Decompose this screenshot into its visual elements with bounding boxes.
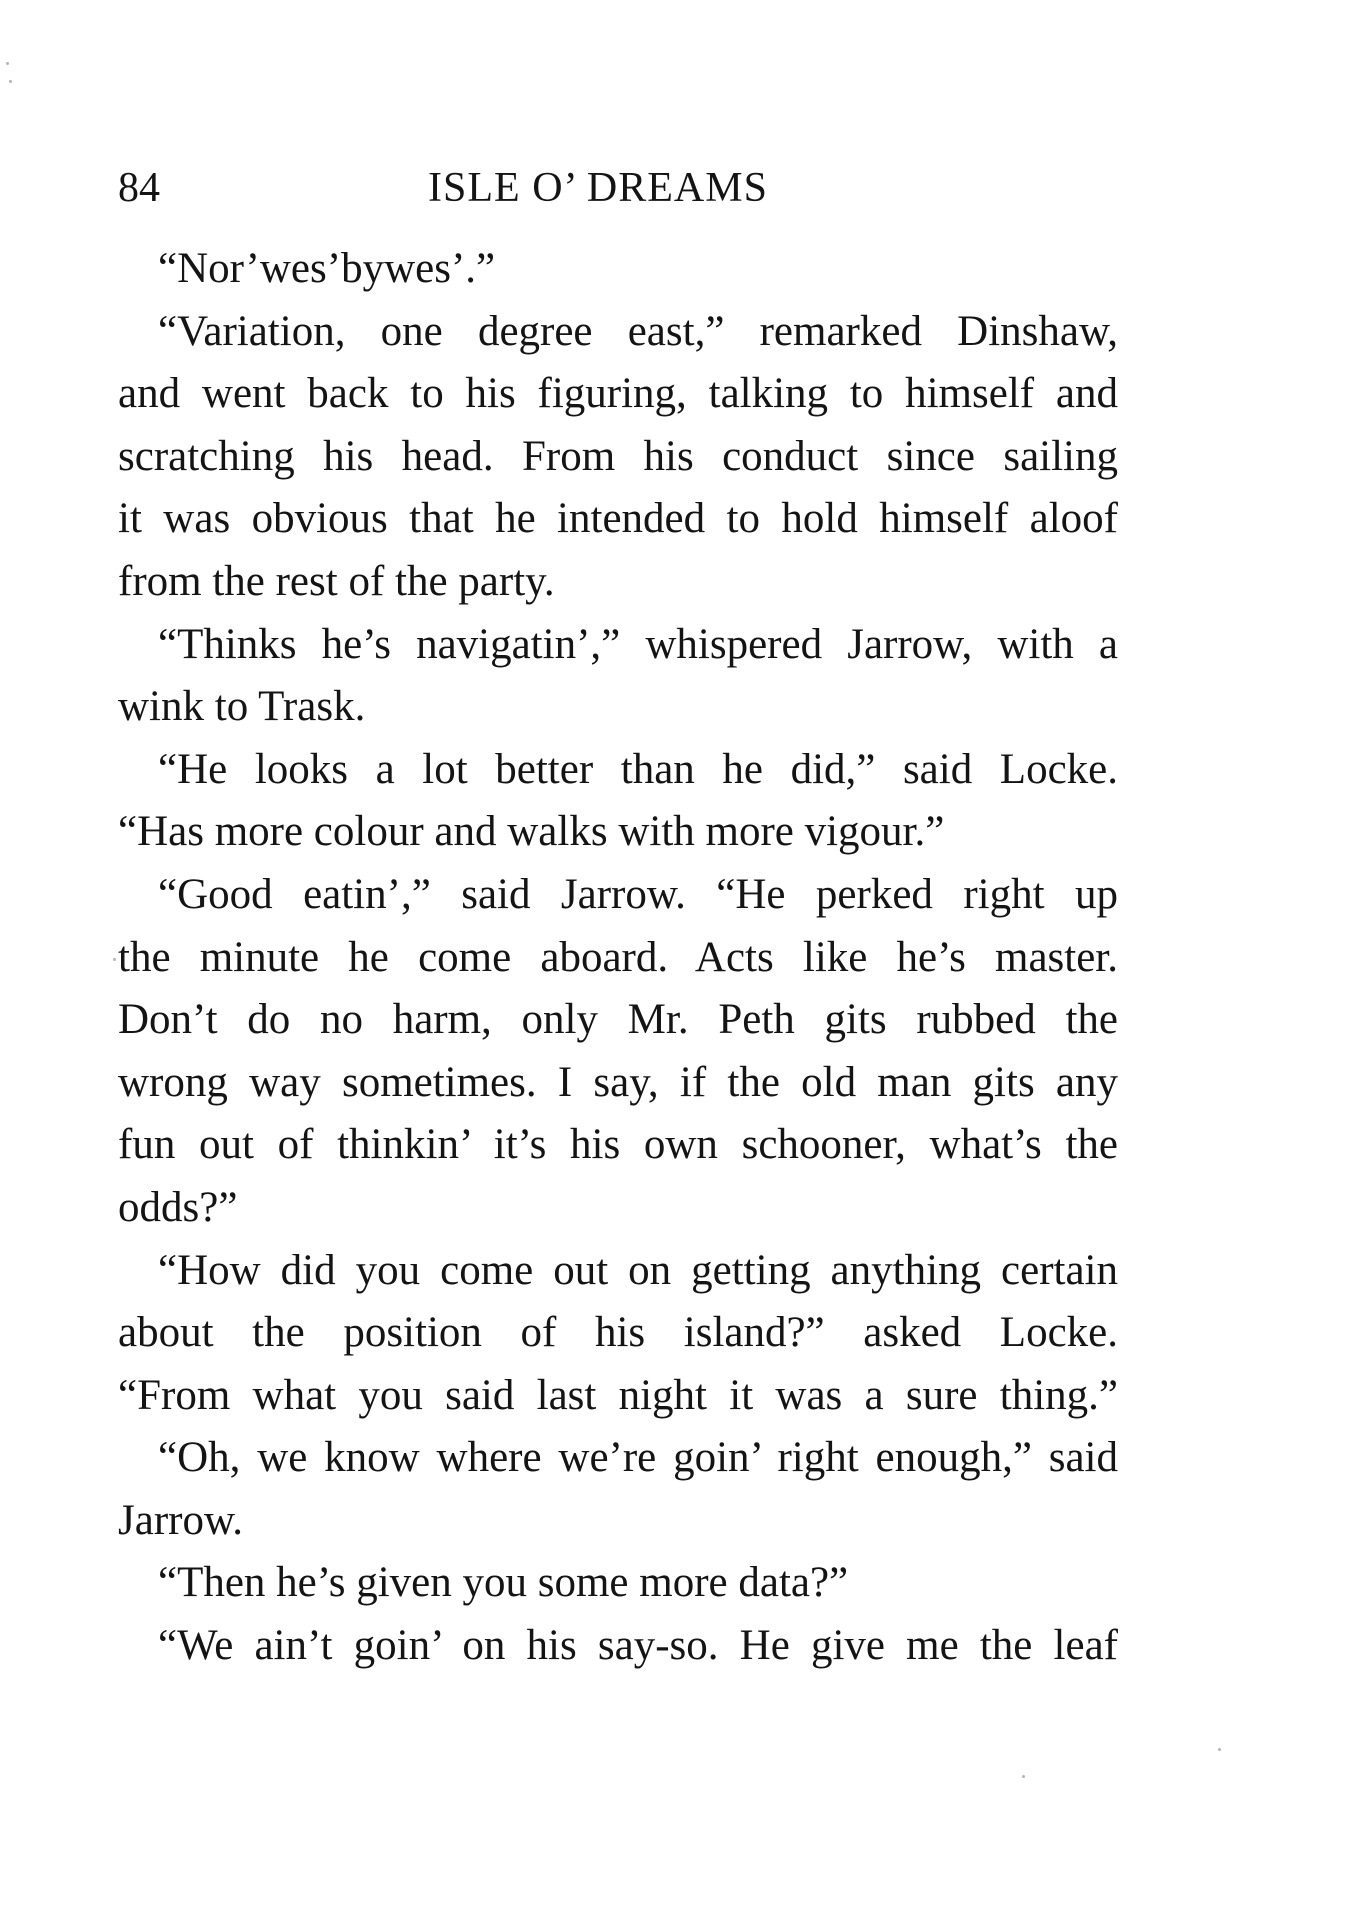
text-line: about the position of his island?” asked Locke. [118,1309,1118,1357]
text-line: wrong way sometimes. I say, if the old man gits any [118,1058,1118,1106]
text-line: fun out of thinkin’ it’s his own schooner, what’s the [118,1121,1118,1169]
text-line: from the rest of the party. [118,557,555,605]
text-line: “Nor’wes’bywes’.” [158,245,496,292]
text-line: odds?” [118,1183,238,1231]
text-line: it was obvious that he intended to hold himself aloof [118,495,1118,543]
page-number: 84 [118,165,160,211]
text-line: “Oh, we know where we’re goin’ right enough,” said [158,1434,1118,1482]
text-line: “From what you said last night it was a sure thing.” [118,1371,1118,1419]
text-line: “Then he’s given you some more data?” [158,1559,849,1607]
text-line: Jarrow. [118,1496,243,1544]
text-line: “He looks a lot better than he did,” said Locke. [158,745,1118,793]
text-line: wink to Trask. [118,683,366,731]
running-title: ISLE O’ DREAMS [428,165,768,211]
paper-speck [1022,1775,1025,1778]
text-line: “How did you come out on getting anything certain [158,1246,1118,1294]
text-line: “We ain’t goin’ on his say-so. He give me the leaf [158,1622,1118,1670]
paper-speck [1218,1748,1221,1751]
paper-speck [6,62,9,65]
text-line: and went back to his figuring, talking to himself and [118,370,1118,418]
text-line: “Thinks he’s navigatin’,” whispered Jarrow, with a [158,620,1118,668]
page-header [118,158,1118,218]
body-text [118,238,1118,1678]
text-line: the minute he come aboard. Acts like he’s master. [118,933,1118,981]
text-line: scratching his head. From his conduct since sailing [118,432,1118,480]
text-line: “Good eatin’,” said Jarrow. “He perked right up [158,870,1118,918]
text-line: “Variation, one degree east,” remarked Dinshaw, [158,307,1118,355]
paper-speck [113,958,116,961]
text-line: Don’t do no harm, only Mr. Peth gits rubbed the [118,996,1118,1044]
text-line: “Has more colour and walks with more vigour.” [118,808,945,856]
paper-speck [9,80,12,83]
